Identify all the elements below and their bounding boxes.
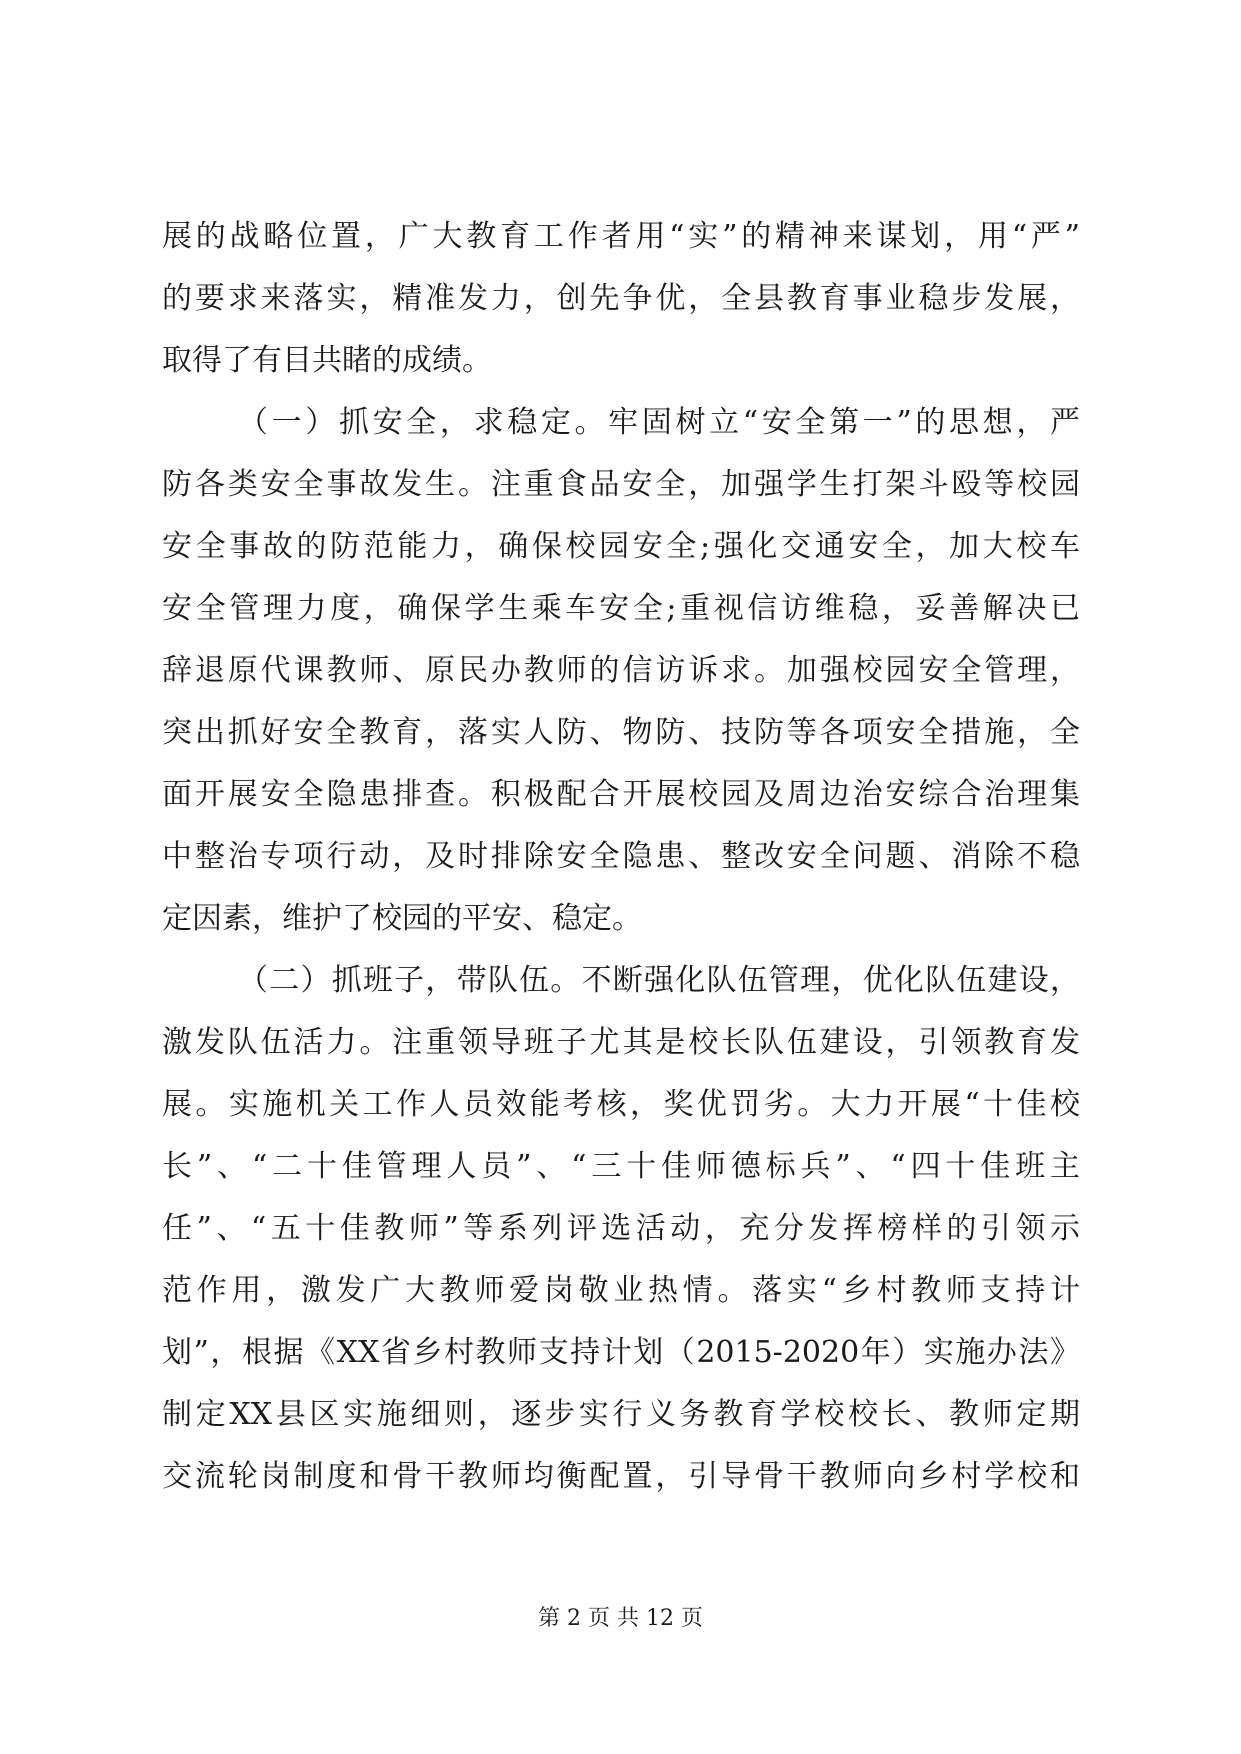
text-line: 的要求来落实，精准发力，创先争优，全县教育事业稳步发展， xyxy=(162,281,1080,316)
text-line: 取得了有目共睹的成绩。 xyxy=(162,343,492,378)
text-line: 面开展安全隐患排查。积极配合开展校园及周边治安综合治理集 xyxy=(162,777,1080,812)
paragraph-first-line: （二）抓班子，带队伍。不断强化队伍管理，优化队伍建设， xyxy=(238,963,1080,998)
page-number-footer: 第 2 页 共 12 页 xyxy=(538,1606,703,1631)
text-line: 激发队伍活力。注重领导班子尤其是校长队伍建设，引领教育发 xyxy=(162,1025,1080,1060)
text-line: 展的战略位置，广大教育工作者用“实”的精神来谋划，用“严” xyxy=(162,219,1080,254)
text-line: 防各类安全事故发生。注重食品安全，加强学生打架斗殴等校园 xyxy=(162,467,1080,502)
text-line: 展。实施机关工作人员效能考核，奖优罚劣。大力开展“十佳校 xyxy=(162,1087,1080,1122)
text-line: 交流轮岗制度和骨干教师均衡配置，引导骨干教师向乡村学校和 xyxy=(162,1459,1080,1494)
text-line: 安全事故的防范能力，确保校园安全;强化交通安全，加大校车 xyxy=(162,529,1080,564)
text-line: 范作用，激发广大教师爱岗敬业热情。落实“乡村教师支持计 xyxy=(162,1273,1080,1308)
text-line: 辞退原代课教师、原民办教师的信访诉求。加强校园安全管理， xyxy=(162,653,1080,688)
text-line: 定因素，维护了校园的平安、稳定。 xyxy=(162,901,642,936)
text-line: 制定XX县区实施细则，逐步实行义务教育学校校长、教师定期 xyxy=(162,1397,1080,1432)
text-line: 划”，根据《XX省乡村教师支持计划（2015-2020年）实施办法》 xyxy=(162,1335,1080,1370)
text-line: 长”、“二十佳管理人员”、“三十佳师德标兵”、“四十佳班主 xyxy=(162,1149,1080,1184)
text-line: 安全管理力度，确保学生乘车安全;重视信访维稳，妥善解决已 xyxy=(162,591,1080,626)
paragraph-first-line: （一）抓安全，求稳定。牢固树立“安全第一”的思想，严 xyxy=(238,405,1080,440)
text-line: 任”、“五十佳教师”等系列评选活动，充分发挥榜样的引领示 xyxy=(162,1211,1080,1246)
body-text xyxy=(162,206,1080,1508)
text-line: 突出抓好安全教育，落实人防、物防、技防等各项安全措施，全 xyxy=(162,715,1080,750)
text-line: 中整治专项行动，及时排除安全隐患、整改安全问题、消除不稳 xyxy=(162,839,1080,874)
